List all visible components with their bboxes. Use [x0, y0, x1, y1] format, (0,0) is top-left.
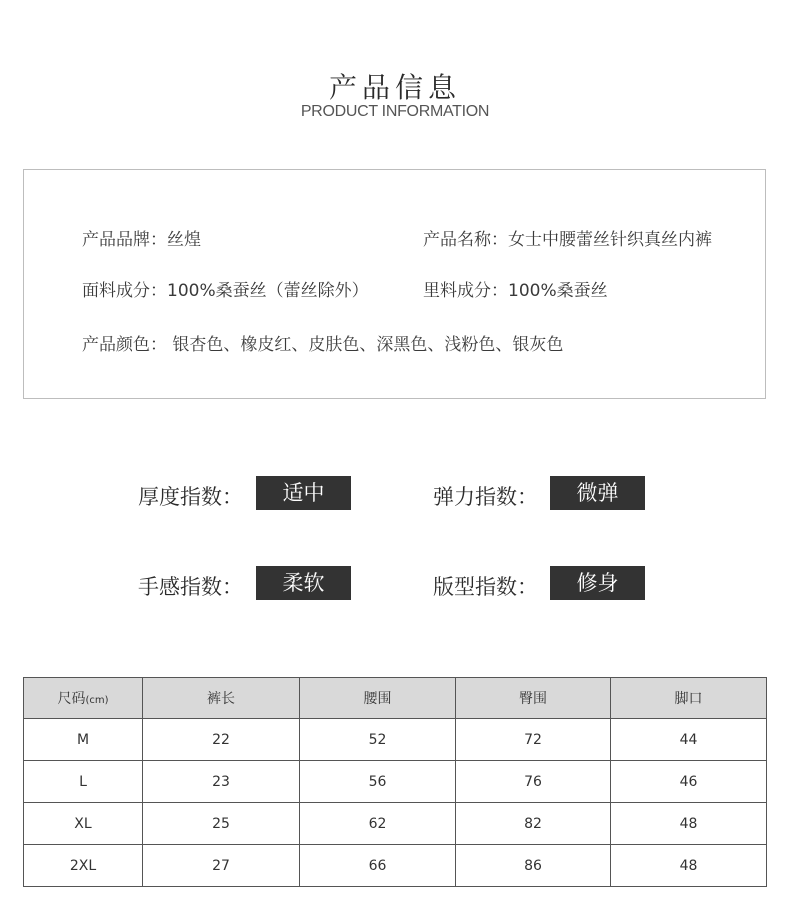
- thickness-label: 厚度指数：: [138, 485, 243, 509]
- length-cell: 27: [143, 845, 300, 887]
- size-cell: L: [24, 761, 143, 803]
- waist-cell: 56: [300, 761, 456, 803]
- size-header-label: 尺码: [57, 691, 86, 707]
- length-header: 裤长: [143, 678, 300, 719]
- hand-feel-badge: 柔软: [256, 566, 351, 600]
- page-subtitle: PRODUCT INFORMATION: [300, 103, 490, 120]
- waist-cell: 52: [300, 719, 456, 761]
- size-table-header-row: [24, 678, 767, 719]
- hand-feel-label: 手感指数：: [138, 575, 243, 599]
- fit-label: 版型指数：: [433, 575, 538, 599]
- size-header-unit: (cm): [85, 695, 109, 706]
- size-cell: M: [24, 719, 143, 761]
- product-name-line: 产品名称：女士中腰蕾丝针织真丝内裤: [423, 230, 712, 250]
- table-row: [24, 761, 767, 803]
- leg-opening-cell: 48: [611, 845, 767, 887]
- waist-cell: 66: [300, 845, 456, 887]
- elasticity-label: 弹力指数：: [433, 485, 538, 509]
- thickness-badge: 适中: [256, 476, 351, 510]
- lining-line: 里料成分：100%桑蚕丝: [423, 281, 608, 301]
- leg-opening-header: 脚口: [611, 678, 767, 719]
- hip-cell: 76: [456, 761, 611, 803]
- table-row: [24, 845, 767, 887]
- hip-header: 臀围: [456, 678, 611, 719]
- page-title: 产品信息: [328, 71, 461, 104]
- hip-cell: 72: [456, 719, 611, 761]
- brand-line: 产品品牌：丝煌: [82, 230, 201, 250]
- waist-cell: 62: [300, 803, 456, 845]
- size-table: [23, 677, 767, 887]
- fabric-line: 面料成分：100%桑蚕丝（蕾丝除外）: [82, 281, 369, 301]
- hip-cell: 86: [456, 845, 611, 887]
- table-row: [24, 719, 767, 761]
- table-row: [24, 803, 767, 845]
- leg-opening-cell: 48: [611, 803, 767, 845]
- fit-badge: 修身: [550, 566, 645, 600]
- elasticity-badge: 微弹: [550, 476, 645, 510]
- length-cell: 25: [143, 803, 300, 845]
- leg-opening-cell: 46: [611, 761, 767, 803]
- size-header: [24, 678, 143, 719]
- hip-cell: 82: [456, 803, 611, 845]
- colors-line: 产品颜色： 银杏色、橡皮红、皮肤色、深黑色、浅粉色、银灰色: [82, 335, 564, 355]
- leg-opening-cell: 44: [611, 719, 767, 761]
- product-info-box: [23, 169, 766, 399]
- length-cell: 22: [143, 719, 300, 761]
- size-cell: XL: [24, 803, 143, 845]
- length-cell: 23: [143, 761, 300, 803]
- size-cell: 2XL: [24, 845, 143, 887]
- waist-header: 腰围: [300, 678, 456, 719]
